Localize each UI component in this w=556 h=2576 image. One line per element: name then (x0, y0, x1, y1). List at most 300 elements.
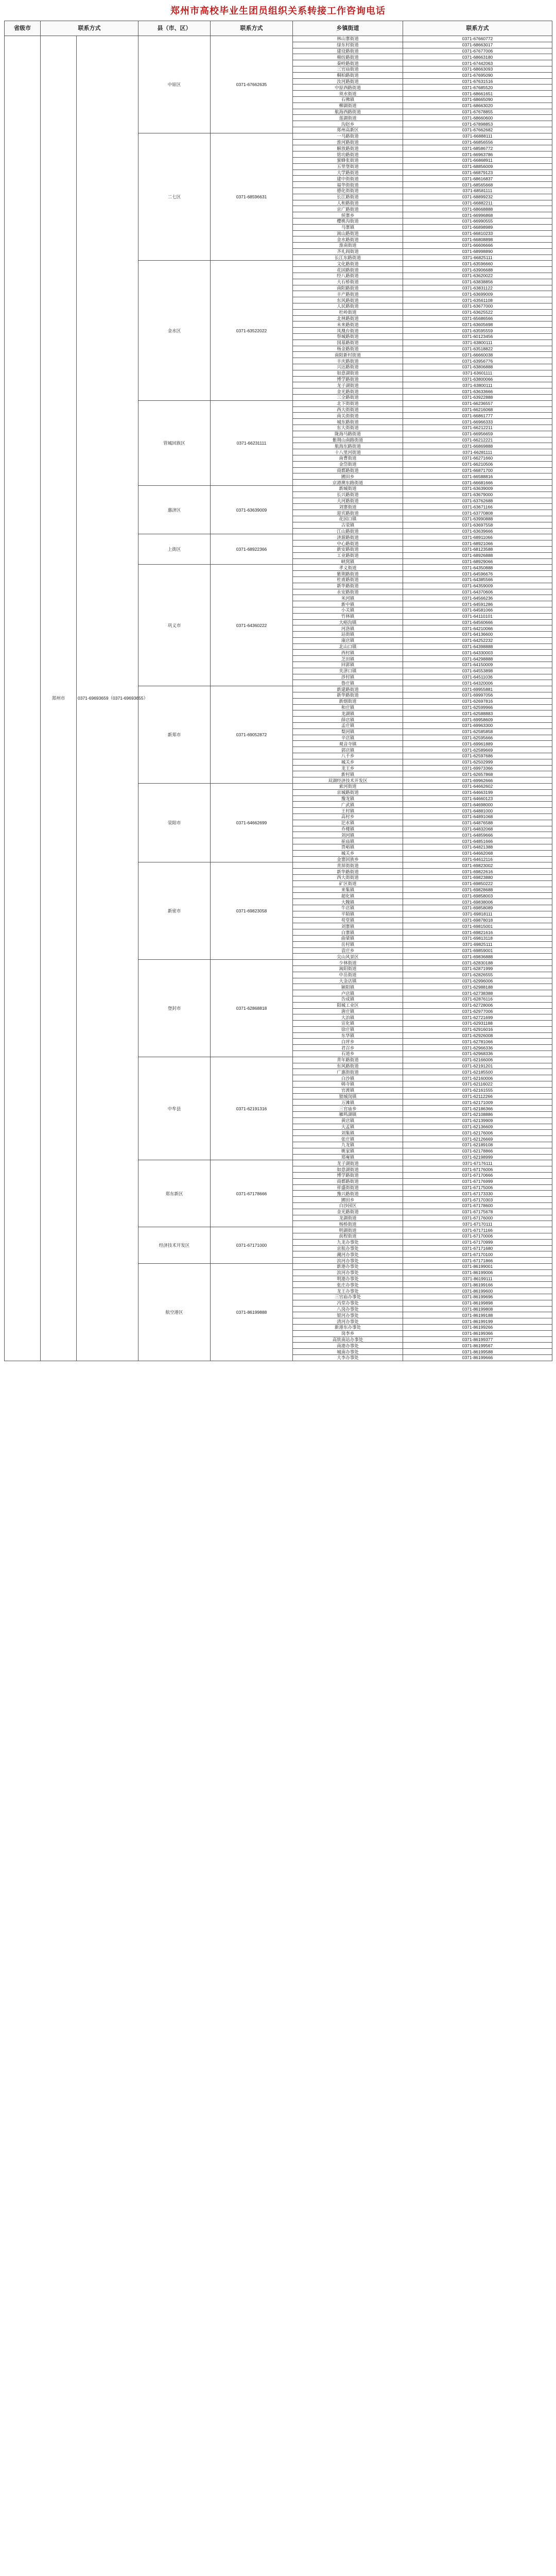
town-cell: 大石桥街道 (293, 279, 403, 285)
table-body (5, 36, 552, 1361)
town-contact-cell: 0371-69850222 (403, 880, 552, 887)
county-cell: 荥阳市 (138, 784, 211, 862)
town-cell: 小关镇 (293, 607, 403, 613)
town-contact-cell: 0371-67678855 (403, 109, 552, 115)
town-contact-cell: 0371-67171680 (403, 1245, 552, 1251)
town-contact-cell: 0371-86199188 (403, 1312, 552, 1318)
town-cell: 孝义街道 (293, 565, 403, 571)
town-contact-cell: 0371-66210506 (403, 461, 552, 467)
town-cell: 北林路街道 (293, 315, 403, 321)
county-contact-cell: 0371-67662635 (211, 36, 293, 133)
town-contact-cell: 0371-68929066 (403, 558, 552, 565)
town-contact-cell: 0371-69838006 (403, 899, 552, 905)
town-contact-cell: 0371-62728006 (403, 1002, 552, 1008)
town-contact-cell: 0371-68660600 (403, 115, 552, 121)
town-cell: 北下街街道 (293, 400, 403, 406)
town-contact-cell: 0371-63671166 (403, 504, 552, 510)
town-contact-cell: 0371-63922888 (403, 395, 552, 401)
town-cell: 须水街道 (293, 91, 403, 97)
town-cell: 五里堡街道 (293, 163, 403, 170)
town-cell: 白坪乡 (293, 1039, 403, 1045)
county-contact-cell: 0371-68922366 (211, 534, 293, 565)
header-contact: 联系方式 (41, 21, 138, 36)
county-cell: 经济技术开发区 (138, 1227, 211, 1264)
town-contact-cell: 0371-62108886 (403, 1112, 552, 1118)
town-cell: 杨金路街道 (293, 346, 403, 352)
town-cell: 十八里河街道 (293, 449, 403, 455)
town-cell: 紫荆山南路街道 (293, 437, 403, 443)
town-cell: 京航办事处 (293, 1245, 403, 1251)
town-cell: 龙湖镇 (293, 710, 403, 717)
town-contact-cell: 0371-67173330 (403, 1191, 552, 1197)
county-cell: 新郑市 (138, 686, 211, 784)
town-cell: 石佛镇 (293, 96, 403, 103)
town-cell: 石道乡 (293, 1051, 403, 1057)
town-contact-cell: 0371-62502999 (403, 759, 552, 765)
town-cell: 王村镇 (293, 808, 403, 814)
town-contact-cell: 0371-64662602 (403, 784, 552, 790)
town-cell: 峡窝镇 (293, 558, 403, 565)
town-contact-cell: 0371-68586772 (403, 145, 552, 151)
town-contact-cell: 0371-69818111 (403, 911, 552, 917)
town-contact-cell: 0371-67677006 (403, 48, 552, 54)
town-contact-cell: 0371-67170666 (403, 1173, 552, 1179)
town-cell: 万滩镇 (293, 1099, 403, 1106)
town-cell: 淮南街道 (293, 243, 403, 249)
town-contact-cell: 0371-64876588 (403, 820, 552, 826)
town-cell: 大峪沟镇 (293, 619, 403, 625)
town-contact-cell: 0371-86199898 (403, 1300, 552, 1306)
town-cell: 福华街街道 (293, 182, 403, 188)
town-contact-cell: 0371-64110101 (403, 613, 552, 619)
town-contact-cell: 0371-64398888 (403, 643, 552, 650)
town-contact-cell: 0371-68911066 (403, 534, 552, 540)
town-cell: 航海东路街道 (293, 443, 403, 449)
town-contact-cell: 0371-64350888 (403, 565, 552, 571)
town-contact-cell: 0371-69836888 (403, 954, 552, 960)
town-cell: 白寨镇 (293, 929, 403, 936)
town-cell: 未来路街道 (293, 321, 403, 328)
town-contact-cell: 0371-62597686 (403, 753, 552, 759)
town-contact-cell: 0371-66879123 (403, 170, 552, 176)
town-cell: 阳城工业区 (293, 1002, 403, 1008)
town-cell: 樱桃沟街道 (293, 218, 403, 224)
province-cell (5, 36, 41, 1361)
town-contact-cell: 0371-69823880 (403, 874, 552, 880)
town-cell: 苟堂镇 (293, 917, 403, 923)
town-cell: 丰产路街道 (293, 291, 403, 297)
town-cell: 滨河办事处 (293, 1258, 403, 1264)
town-cell: 刘河镇 (293, 832, 403, 838)
town-contact-cell: 0371-63679000 (403, 492, 552, 498)
county-contact-cell: 0371-62191316 (211, 1057, 293, 1160)
town-cell: 前程街道 (293, 1233, 403, 1239)
town-cell: 西大街街道 (293, 874, 403, 880)
town-cell: 新建路街道 (293, 686, 403, 692)
town-contact-cell: 0371-69828688 (403, 887, 552, 893)
town-cell: 迎宾路街道 (293, 510, 403, 516)
town-contact-cell: 0371-68856009 (403, 163, 552, 170)
county-contact-cell: 0371-64360222 (211, 565, 293, 686)
town-contact-cell: 0371-86199567 (403, 1343, 552, 1349)
town-cell: 大河路街道 (293, 498, 403, 504)
town-contact-cell: 0371-68663020 (403, 103, 552, 109)
town-cell: 京广路街道 (293, 206, 403, 212)
town-contact-cell: 0371-64581066 (403, 607, 552, 613)
town-contact-cell: 0371-68616837 (403, 176, 552, 182)
town-contact-cell: 0371-66882211 (403, 200, 552, 206)
town-cell: 袁庄乡 (293, 947, 403, 954)
town-contact-cell: 0371-63699009 (403, 291, 552, 297)
town-cell: 龙王乡 (293, 765, 403, 771)
town-cell: 如意湖街道 (293, 370, 403, 376)
town-cell: 嵩山路街道 (293, 230, 403, 236)
town-cell: 淮河路街道 (293, 139, 403, 145)
town-contact-cell: 0371-68123588 (403, 546, 552, 552)
town-cell: 城东路街道 (293, 419, 403, 425)
town-contact-cell: 0371-62781066 (403, 1039, 552, 1045)
town-contact-cell: 0371-63639666 (403, 528, 552, 534)
town-contact-cell: 0371-62161555 (403, 1087, 552, 1093)
town-cell: 南港办事处 (293, 1343, 403, 1349)
town-contact-cell: 0371-62116022 (403, 1081, 552, 1088)
town-cell: 杜岭街道 (293, 309, 403, 315)
town-cell: 豫兴路街道 (293, 1191, 403, 1197)
town-cell: 杜甫路街道 (293, 577, 403, 583)
town-contact-cell: 0371-67631516 (403, 78, 552, 84)
town-contact-cell: 0371-64591286 (403, 601, 552, 607)
town-contact-cell: 0371-64320006 (403, 680, 552, 686)
town-cell: 郑庵镇 (293, 1154, 403, 1160)
town-contact-cell: 0371-62178866 (403, 1148, 552, 1154)
town-contact-cell: 0371-68663180 (403, 54, 552, 60)
town-cell: 姚家镇 (293, 1148, 403, 1154)
table-header-row (5, 21, 552, 36)
town-cell: 北山口镇 (293, 643, 403, 650)
town-cell: 龙湖街道 (293, 1215, 403, 1221)
town-contact-cell: 0371-68665090 (403, 96, 552, 103)
town-cell: 德化街街道 (293, 188, 403, 194)
town-contact-cell: 0371-62738388 (403, 990, 552, 996)
town-contact-cell: 0371-86199666 (403, 1354, 552, 1361)
town-cell: 城关乡 (293, 850, 403, 856)
town-contact-cell: 0371-64660123 (403, 795, 552, 802)
town-contact-cell: 0371-69815001 (403, 923, 552, 929)
town-contact-cell: 0371-67170303 (403, 1197, 552, 1203)
town-cell: 芝田镇 (293, 656, 403, 662)
town-contact-cell: 0371-64560666 (403, 619, 552, 625)
town-cell: 三官庙街道 (293, 66, 403, 72)
county-cell: 中牟县 (138, 1057, 211, 1160)
town-contact-cell: 0371-67175006 (403, 1184, 552, 1191)
town-cell: 商都路街道 (293, 467, 403, 473)
town-cell: 南阳路街道 (293, 285, 403, 291)
town-cell: 岗李乡 (293, 1330, 403, 1336)
town-cell: 东风路街道 (293, 297, 403, 303)
town-cell: 桐柏路街道 (293, 72, 403, 78)
town-contact-cell: 0371-86199600 (403, 1288, 552, 1294)
town-contact-cell: 0371-62126669 (403, 1136, 552, 1142)
town-cell: 曲梁镇 (293, 935, 403, 941)
town-contact-cell: 0371-64252232 (403, 637, 552, 643)
town-cell: 国基路街道 (293, 340, 403, 346)
town-cell: 新城街道 (293, 485, 403, 492)
town-cell: 涉村镇 (293, 674, 403, 680)
town-contact-cell: 0371-60123456 (403, 334, 552, 340)
town-contact-cell: 0371-86199001 (403, 1263, 552, 1269)
town-cell: 三官庙乡 (293, 1106, 403, 1112)
town-contact-cell: 0371-69973366 (403, 765, 552, 771)
county-cell: 郑东新区 (138, 1160, 211, 1227)
county-contact-cell: 0371-62868818 (211, 960, 293, 1057)
town-contact-cell: 0371-64832068 (403, 826, 552, 832)
town-contact-cell: 0371-62139909 (403, 1117, 552, 1124)
town-cell: 八岗办事处 (293, 1306, 403, 1312)
town-cell: 新中镇 (293, 601, 403, 607)
town-contact-cell: 0371-62191201 (403, 1063, 552, 1069)
town-contact-cell: 0371-69821616 (403, 929, 552, 936)
town-cell: 宣化镇 (293, 1021, 403, 1027)
town-contact-cell: 0371-62189108 (403, 1142, 552, 1148)
town-contact-cell: 0371-66271660 (403, 455, 552, 461)
town-cell: 银河办事处 (293, 1312, 403, 1318)
town-contact-cell: 0371-69858089 (403, 905, 552, 911)
town-cell: 乔楼镇 (293, 826, 403, 832)
town-contact-cell: 0371-68581111 (403, 188, 552, 194)
town-contact-cell: 0371-67170999 (403, 1239, 552, 1245)
county-contact-cell: 0371-63522022 (211, 261, 293, 400)
town-contact-cell: 0371-67898853 (403, 121, 552, 127)
town-cell: 来集镇 (293, 887, 403, 893)
town-contact-cell: 0371-67175678 (403, 1209, 552, 1215)
town-contact-cell: 0371-66606666 (403, 243, 552, 249)
town-cell: 紫荆路街道 (293, 571, 403, 577)
town-contact-cell: 0371-62871999 (403, 965, 552, 972)
town-cell: 官渡镇 (293, 1087, 403, 1093)
town-contact-cell: 0371-64330003 (403, 650, 552, 656)
town-contact-cell: 0371-64596676 (403, 571, 552, 577)
town-cell: 豫龙镇 (293, 795, 403, 802)
county-cell: 上街区 (138, 534, 211, 565)
town-contact-cell: 0371-69858003 (403, 893, 552, 899)
town-contact-cell: 0371-62931188 (403, 1021, 552, 1027)
town-contact-cell: 0371-62176006 (403, 1130, 552, 1136)
town-contact-cell: 0371-63605698 (403, 321, 552, 328)
town-contact-cell: 0371-63595559 (403, 328, 552, 334)
town-contact-cell: 0371-67170100 (403, 1251, 552, 1258)
town-cell: 文化路街道 (293, 261, 403, 267)
town-contact-cell: 0371-62198999 (403, 1154, 552, 1160)
town-contact-cell: 0371-69963300 (403, 723, 552, 729)
town-cell: 南阳新村街道 (293, 352, 403, 358)
town-contact-cell: 0371-62166006 (403, 1057, 552, 1063)
town-contact-cell: 0371-62160006 (403, 1075, 552, 1081)
town-contact-cell: 0371-64553898 (403, 668, 552, 674)
town-cell: 人和路街道 (293, 200, 403, 206)
town-cell: 观音寺镇 (293, 741, 403, 747)
town-cell: 沟赵乡 (293, 121, 403, 127)
town-contact-cell: 0371-63831122 (403, 285, 552, 291)
town-cell: 告成镇 (293, 996, 403, 1002)
town-cell: 金寨回族乡 (293, 856, 403, 862)
town-cell: 花园路街道 (293, 267, 403, 273)
header-province: 省级市 (5, 21, 41, 36)
town-contact-cell: 0371-86199377 (403, 1336, 552, 1343)
town-cell: 航海西路街道 (293, 109, 403, 115)
town-contact-cell: 0371-62996006 (403, 978, 552, 984)
town-contact-cell: 0371-86199166 (403, 1282, 552, 1288)
town-cell: 龙王办事处 (293, 1288, 403, 1294)
town-cell: 潮河办事处 (293, 1251, 403, 1258)
town-cell: 中原西路街道 (293, 84, 403, 91)
town-contact-cell: 0371-64891068 (403, 814, 552, 820)
county-contact-cell: 0371-67171000 (211, 1227, 293, 1264)
town-contact-cell: 0371-69813118 (403, 935, 552, 941)
town-cell: 经八路街道 (293, 273, 403, 279)
town-contact-cell: 0371-66681666 (403, 480, 552, 486)
town-cell: 康店镇 (293, 637, 403, 643)
town-cell: 九龙办事处 (293, 1239, 403, 1245)
town-cell: 大孟镇 (293, 1124, 403, 1130)
town-cell: 米河镇 (293, 595, 403, 601)
town-contact-cell: 0371-69859001 (403, 947, 552, 954)
town-cell: 秦岭路街道 (293, 60, 403, 66)
town-contact-cell: 0371-65686566 (403, 315, 552, 321)
town-cell: 郭店镇 (293, 747, 403, 753)
town-cell: 贾峪镇 (293, 844, 403, 850)
town-cell: 铭功路街道 (293, 151, 403, 158)
town-cell: 城南办事处 (293, 1349, 403, 1355)
county-cell: 航空港区 (138, 1263, 211, 1361)
town-contact-cell: 0371-63770808 (403, 510, 552, 516)
town-cell: 中心路街道 (293, 540, 403, 547)
town-contact-cell: 0371-67695090 (403, 72, 552, 78)
town-cell: 杨桥街道 (293, 1221, 403, 1227)
town-contact-cell: 0371-67176006 (403, 1166, 552, 1173)
town-contact-cell: 0371-62589669 (403, 747, 552, 753)
town-contact-cell: 0371-63677000 (403, 303, 552, 310)
town-cell: 新港东办事处 (293, 1324, 403, 1330)
town-contact-cell: 0371-64821388 (403, 844, 552, 850)
header-county-contact: 联系方式 (211, 21, 293, 36)
town-contact-cell: 0371-62697816 (403, 698, 552, 704)
town-contact-cell: 0371-86199808 (403, 1306, 552, 1312)
town-cell: 林山寨街道 (293, 36, 403, 42)
county-contact-cell: 0371-68596631 (211, 133, 293, 261)
county-cell: 中原区 (138, 36, 211, 133)
town-contact-cell: 0371-63633666 (403, 388, 552, 395)
town-cell: 兴达路街道 (293, 364, 403, 370)
town-cell: 超化镇 (293, 893, 403, 899)
town-cell: 牛店镇 (293, 905, 403, 911)
town-cell: 京港澳东路街道 (293, 480, 403, 486)
town-cell: 新华路街道 (293, 869, 403, 875)
town-contact-cell: 0371-66808898 (403, 236, 552, 243)
town-cell: 大金店镇 (293, 978, 403, 984)
town-contact-cell: 0371-68565668 (403, 182, 552, 188)
city-contact-cell: 0371-69693659（0371-69693655） (77, 36, 138, 1361)
town-cell: 新安路街道 (293, 546, 403, 552)
town-contact-cell: 0371-63990888 (403, 516, 552, 522)
town-cell: 清河办事处 (293, 1318, 403, 1325)
town-cell: 金光路街道 (293, 388, 403, 395)
town-cell: 孟庄镇 (293, 723, 403, 729)
town-contact-cell: 0371-63906688 (403, 267, 552, 273)
town-cell: 河洛镇 (293, 625, 403, 632)
town-cell: 刘集镇 (293, 1130, 403, 1136)
town-contact-cell: 0371-62966336 (403, 1045, 552, 1051)
town-contact-cell: 0371-68663017 (403, 42, 552, 48)
town-cell: 索河街道 (293, 784, 403, 790)
town-cell: 马寨镇 (293, 224, 403, 230)
town-cell: 冯堂办事处 (293, 1300, 403, 1306)
town-cell: 长江路街道 (293, 194, 403, 200)
town-contact-cell: 0371-69997056 (403, 692, 552, 699)
town-contact-cell: 0371-63561108 (403, 297, 552, 303)
town-contact-cell: 0371-69958609 (403, 717, 552, 723)
town-contact-cell: 0371-62595666 (403, 735, 552, 741)
town-cell: 凤凰台街道 (293, 328, 403, 334)
town-cell: 白沙镇 (293, 1075, 403, 1081)
town-cell: 一马路街道 (293, 133, 403, 139)
town-cell: 广武镇 (293, 802, 403, 808)
header-town-contact: 联系方式 (403, 21, 552, 36)
town-cell: 中岳街道 (293, 972, 403, 978)
town-cell: 龙子湖街道 (293, 1160, 403, 1166)
town-cell: 江山路街道 (293, 528, 403, 534)
town-cell: 九龙镇 (293, 1142, 403, 1148)
town-cell: 侯寨乡 (293, 212, 403, 218)
town-contact-cell: 0371-66281111 (403, 449, 552, 455)
town-cell: 少林街道 (293, 960, 403, 966)
town-cell: 如意湖街道 (293, 1166, 403, 1173)
town-cell: 崔庙镇 (293, 838, 403, 844)
county-contact-cell: 0371-69052872 (211, 686, 293, 784)
header-town: 乡镇街道 (293, 21, 403, 36)
contact-table (4, 21, 552, 1361)
town-cell: 明湖街道 (293, 1227, 403, 1233)
town-contact-cell: 0371-63762688 (403, 498, 552, 504)
town-cell: 花园口镇 (293, 516, 403, 522)
town-contact-cell: 0371-64662068 (403, 850, 552, 856)
town-contact-cell: 0371-68926888 (403, 552, 552, 558)
town-contact-cell: 0371-62926008 (403, 1032, 552, 1039)
town-contact-cell: 0371-66810233 (403, 230, 552, 236)
town-cell: 金岱街道 (293, 461, 403, 467)
town-contact-cell: 0371-86199366 (403, 1330, 552, 1336)
town-cell: 长江东路街道 (293, 255, 403, 261)
town-cell: 博学路街道 (293, 1173, 403, 1179)
town-contact-cell: 0371-67178600 (403, 1203, 552, 1209)
town-cell: 永安路街道 (293, 589, 403, 595)
town-cell: 卢店镇 (293, 990, 403, 996)
town-contact-cell: 0371-67171166 (403, 1227, 552, 1233)
town-contact-cell: 0371-86199696 (403, 1294, 552, 1300)
town-contact-cell: 0371-64150009 (403, 662, 552, 668)
town-contact-cell: 0371-64385566 (403, 577, 552, 583)
town-contact-cell: 0371-67660772 (403, 36, 552, 42)
town-contact-cell: 0371-66963786 (403, 151, 552, 158)
town-cell: 新华路街道 (293, 583, 403, 589)
county-cell: 巩义市 (138, 565, 211, 686)
town-cell: 唐庄镇 (293, 1008, 403, 1014)
town-cell: 东华镇 (293, 1032, 403, 1039)
town-contact-cell: 0371-69961889 (403, 741, 552, 747)
town-contact-cell: 0371-66660038 (403, 352, 552, 358)
town-cell: 龙子湖街道 (293, 382, 403, 388)
town-cell: 徐庄镇 (293, 1026, 403, 1032)
town-cell: 金光路街道 (293, 1209, 403, 1215)
